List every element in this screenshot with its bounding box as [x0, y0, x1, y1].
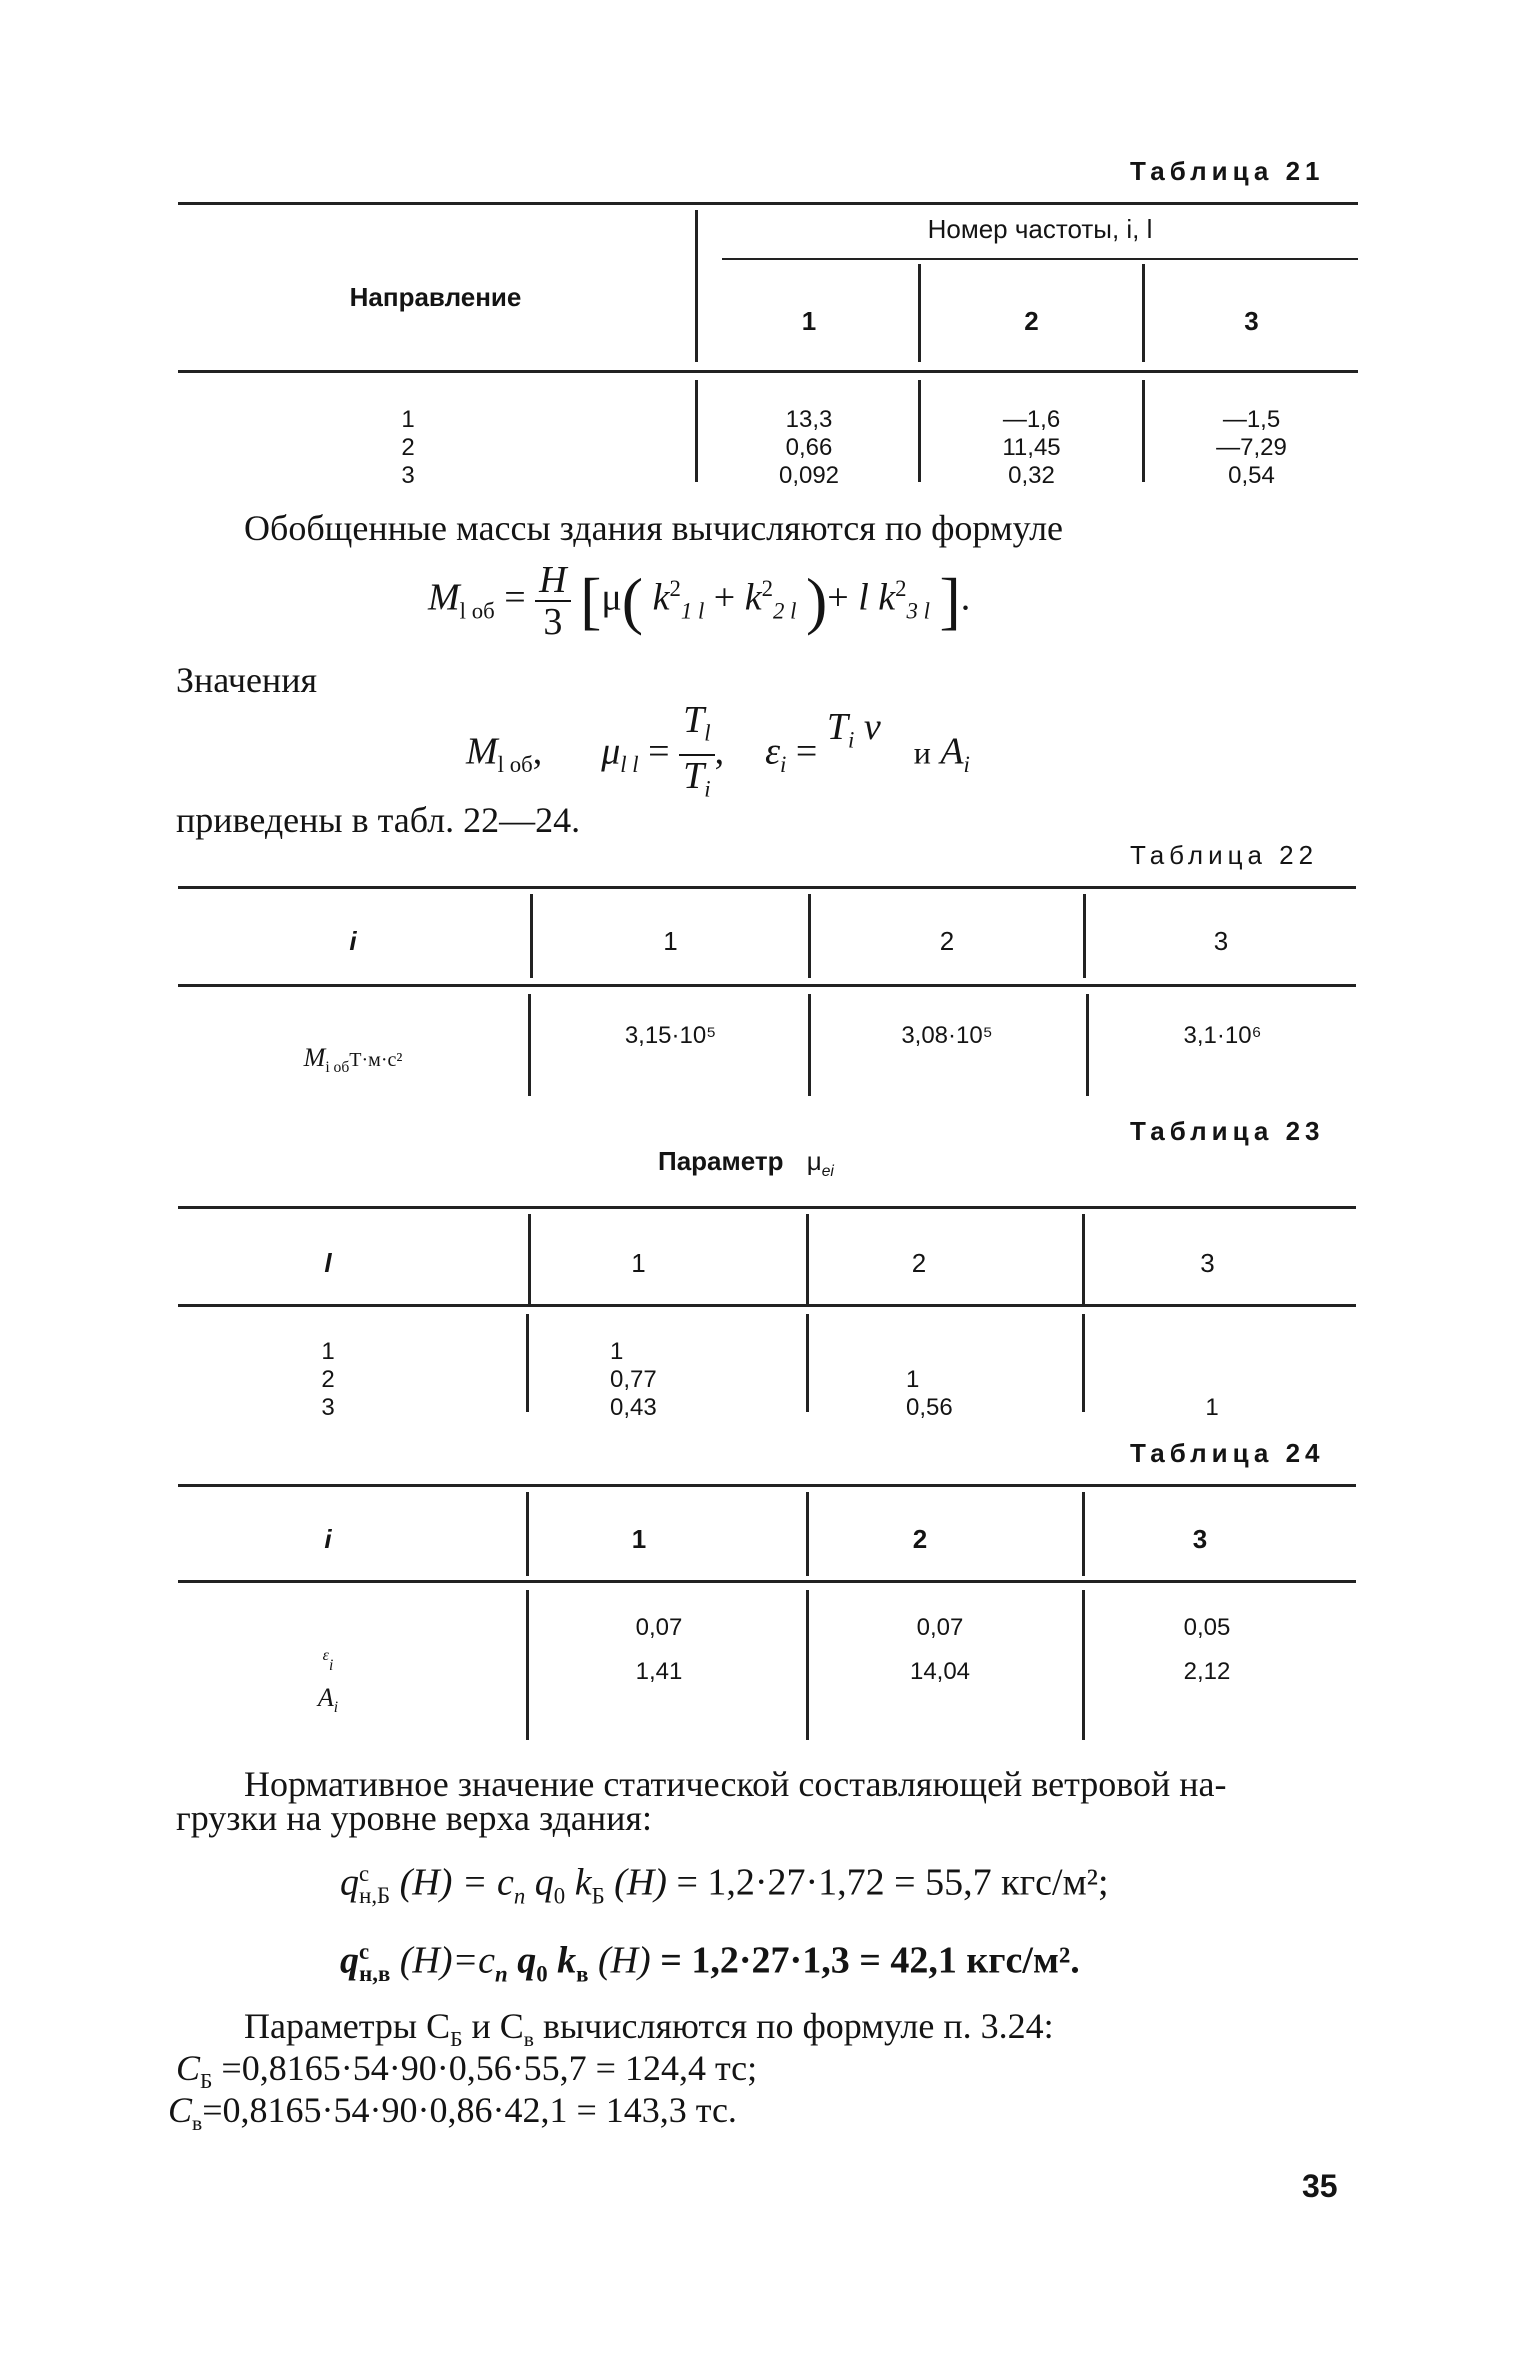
values-label: Значения	[176, 660, 318, 700]
table-23-col-2: 2	[911, 1248, 927, 1278]
qb-rhs: = 1,2·27·1,72 = 55,7 кгс/м²;	[676, 1861, 1109, 1904]
mass-sub: l об	[459, 598, 495, 624]
k1-sub: 1 l	[680, 598, 705, 624]
a-sub: i	[963, 751, 970, 777]
table-21-col-1: 1	[801, 306, 817, 336]
qv-rhs: = 1,2·27·1,3 = 42,1 кгс/м².	[660, 1939, 1080, 1982]
qv-q0: q	[517, 1939, 537, 1982]
table-23-top-rule	[178, 1206, 1356, 1209]
eps-rhs-sub: i	[847, 727, 855, 753]
table-24-caption: Таблица 24	[1130, 1438, 1325, 1468]
params-text-1: Параметры C	[244, 2006, 451, 2046]
k3-sub: 3 l	[906, 598, 930, 624]
table-23-title-sub: ei	[821, 1163, 834, 1181]
k2-sub: 2 l	[773, 598, 797, 624]
mu-eq: =	[648, 730, 670, 773]
params-and: и C	[462, 2006, 524, 2046]
table-22-header-label: i	[349, 926, 357, 956]
table-22-header-rule	[178, 984, 1356, 987]
cb-sub: Б	[200, 2069, 213, 2094]
t-den-sub: i	[704, 776, 711, 802]
table-22-row-sub: i об	[325, 1059, 350, 1077]
t-num: T	[683, 699, 705, 741]
table-23-col-2-values: 1 0,56	[906, 1366, 953, 1421]
page-number: 35	[1302, 2168, 1338, 2204]
table-22-col-1: 1	[663, 926, 678, 956]
table-24-eps-symbol: ε	[322, 1647, 329, 1664]
table-24-eps-3: 0,05	[1183, 1614, 1231, 1641]
table-21-caption: Таблица 21	[1130, 156, 1325, 186]
cb-c: C	[176, 2048, 201, 2088]
table-24-eps-sub: i	[328, 1657, 334, 1675]
table-22-v1-body	[528, 994, 531, 1096]
params-v-sub: в	[523, 2027, 534, 2052]
qb-sup: c	[359, 1861, 370, 1886]
table-22-col-3: 3	[1213, 926, 1229, 956]
qv-sup: c	[359, 1939, 370, 1964]
table-24-row-a	[178, 1656, 478, 1722]
k2-sq: 2	[761, 576, 774, 602]
qv-mid: (H)=c	[399, 1939, 496, 1982]
table-21-col-2: 2	[1024, 306, 1039, 336]
qv-sub: н,в	[359, 1961, 391, 1987]
params-b-sub: Б	[450, 2027, 463, 2052]
table-24-a-3: 2,12	[1183, 1658, 1231, 1685]
table-24-header-rule	[178, 1580, 1356, 1583]
values-formula	[466, 700, 970, 809]
table-21-header-rule	[178, 370, 1358, 373]
t-den: T	[683, 754, 705, 797]
table-21-row-labels: 1 2 3	[401, 406, 415, 489]
generalized-mass-formula: $M_{l об}$ = $\frac{H}{3}$ [μ( $k^2_{1 l} + k^2_{2 l}$ )+ l $k^2_{3 l}$ ].	[428, 559, 971, 643]
table-22-row-label	[178, 1016, 528, 1082]
normative-line-2: грузки на уровне верха здания:	[176, 1798, 652, 1838]
h-num: H	[535, 560, 570, 602]
k1: k	[652, 576, 670, 619]
table-21-group-header: Номер частоты, i, l	[927, 214, 1153, 244]
table-23-col-3-values: 1	[1205, 1394, 1219, 1421]
eps-rhs: T	[826, 706, 848, 749]
table-22-col-2: 2	[939, 926, 955, 956]
table-21-body-divider-label	[695, 380, 698, 482]
eps-lhs: ε	[765, 730, 781, 773]
comma-1: ,	[532, 730, 543, 773]
k3: k	[878, 576, 896, 619]
table-21-row-header: Направление	[349, 282, 522, 312]
table-24-col-3: 3	[1192, 1524, 1208, 1554]
mass-eq: =	[504, 576, 526, 619]
given-in-tables: приведены в табл. 22—24.	[176, 800, 581, 840]
table-24-eps-1: 0,07	[635, 1614, 683, 1641]
qv-n-sub: n	[495, 1961, 508, 1987]
table-24-col-1: 1	[631, 1524, 647, 1554]
qb-h: (H)	[614, 1861, 667, 1904]
qb-sub: н,Б	[359, 1883, 391, 1909]
qb-mid: (H) = c	[399, 1861, 514, 1904]
k2: k	[744, 576, 762, 619]
eps-rhs-v: v	[854, 706, 881, 749]
table-24-eps-2: 0,07	[916, 1614, 964, 1641]
table-24-a-symbol: A	[317, 1683, 334, 1712]
qb-lhs: q	[340, 1861, 359, 1904]
table-21-col-3: 3	[1244, 306, 1259, 336]
values-and: и	[913, 734, 931, 771]
cb-formula: =0,8165·54·90·0,56·55,7 = 124,4 тс;	[212, 2048, 758, 2088]
cv-formula: =0,8165·54·90·0,86·42,1 = 143,3 тс.	[202, 2090, 737, 2130]
table-24-a-2: 14,04	[909, 1658, 971, 1685]
normative-line-1: Нормативное значение статической составляющей ветровой на-	[244, 1764, 1227, 1804]
mass-lhs: M	[428, 576, 460, 619]
table-23-row-labels: 1 2 3	[321, 1338, 335, 1421]
t-num-sub: l	[704, 720, 711, 746]
table-22-value-1: 3,15·10⁵	[624, 1022, 717, 1049]
table-21-divider-label	[695, 210, 698, 362]
cv-c: C	[168, 2090, 193, 2130]
table-22-value-2: 3,08·10⁵	[901, 1022, 993, 1049]
table-24-a-1: 1,41	[635, 1658, 683, 1685]
table-22-value-3: 3,1·10⁶	[1183, 1022, 1262, 1049]
table-21-col-3-values: —1,5 —7,29 0,54	[1216, 406, 1287, 489]
table-21-col-2-values: —1,6 11,45 0,32	[1002, 406, 1061, 489]
table-24-a-sub: i	[333, 1699, 339, 1717]
cv-line	[168, 2090, 737, 2143]
table-23-title-text: Параметр	[658, 1146, 784, 1176]
table-23-header-label: l	[324, 1248, 332, 1278]
table-23-col-1: 1	[631, 1248, 646, 1278]
table-22-top-rule	[178, 886, 1356, 889]
params-rest: вычисляются по формуле п. 3.24:	[533, 2006, 1054, 2046]
table-23-title	[658, 1146, 834, 1181]
qv-v-sub: в	[576, 1961, 589, 1987]
l-factor: l	[858, 576, 869, 619]
values-mass: M	[466, 730, 498, 773]
table-23-v2-body	[806, 1314, 809, 1412]
qv-formula	[340, 1930, 1080, 1996]
table-22-row-m: M	[303, 1043, 326, 1072]
table-24-header-label: i	[324, 1524, 332, 1554]
table-23-v3-body	[1082, 1314, 1085, 1412]
values-mass-sub: l об	[497, 751, 533, 777]
k1-sq: 2	[669, 576, 681, 602]
k3-sq: 2	[895, 576, 907, 602]
qb-q0: q	[534, 1861, 554, 1904]
table-23-col-1-values: 1 0,77 0,43	[610, 1338, 657, 1421]
qb-formula	[340, 1852, 1109, 1918]
a-symbol: A	[940, 730, 964, 773]
table-24-top-rule	[178, 1484, 1356, 1487]
qb-zero: 0	[553, 1883, 566, 1909]
generalized-mass-intro: Обобщенные массы здания вычисляются по формуле	[244, 508, 1064, 548]
table-23-v1-body	[526, 1314, 529, 1412]
plus-2: +	[827, 576, 849, 619]
table-22-row-unit: Т·м·с²	[349, 1049, 403, 1071]
mu-symbol: μ	[601, 576, 622, 619]
table-23-caption: Таблица 23	[1130, 1116, 1325, 1146]
table-21-group-rule	[722, 258, 1358, 260]
h-over-3	[535, 560, 570, 642]
eps-eq: =	[795, 730, 818, 773]
table-24-col-2: 2	[912, 1524, 928, 1554]
cv-sub: в	[192, 2111, 203, 2136]
mu-lhs-sub: l l	[620, 751, 639, 777]
eps-lhs-sub: i	[780, 751, 787, 777]
comma-2: ,	[714, 730, 725, 773]
table-23-title-mu: μ	[806, 1146, 822, 1176]
table-21-top-rule	[178, 202, 1358, 205]
h-den: 3	[543, 601, 563, 643]
qv-zero: 0	[536, 1961, 548, 1987]
mu-lhs: μ	[601, 730, 621, 773]
qv-h: (H)	[597, 1939, 651, 1982]
qb-n-sub: n	[513, 1883, 526, 1909]
table-23-header-rule	[178, 1304, 1356, 1307]
t-ratio	[679, 700, 714, 809]
qb-k: k	[574, 1861, 592, 1904]
plus-1: +	[713, 576, 736, 619]
qb-b-sub: Б	[591, 1883, 605, 1909]
table-22-caption: Таблица 22	[1130, 840, 1319, 870]
qv-k: k	[557, 1939, 577, 1982]
table-21-col-1-values: 13,3 0,66 0,092	[778, 406, 840, 489]
qv-lhs: q	[340, 1939, 359, 1982]
table-23-col-3: 3	[1200, 1248, 1215, 1278]
